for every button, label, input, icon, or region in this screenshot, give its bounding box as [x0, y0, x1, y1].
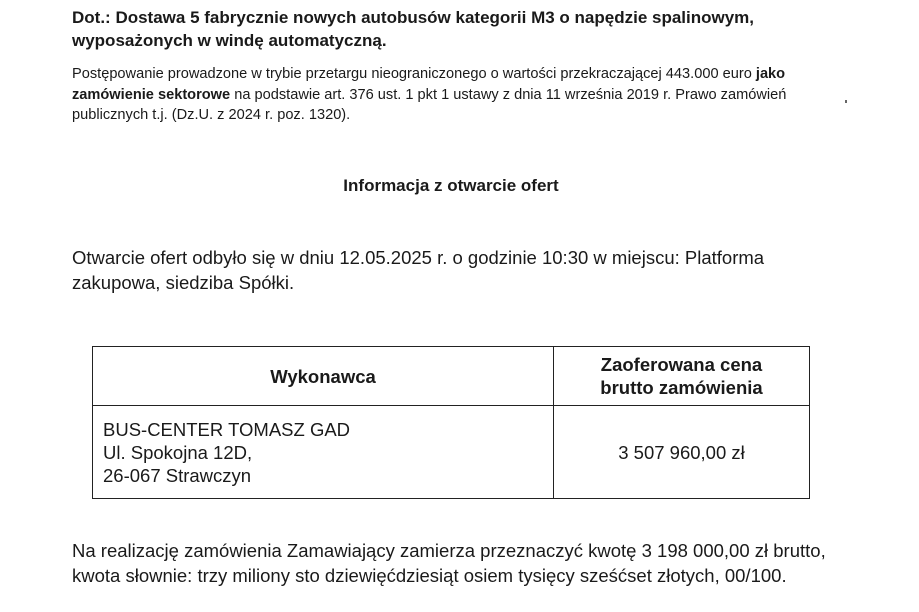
header-price	[554, 347, 810, 406]
subject-text: Dostawa 5 fabrycznie nowych autobusów kategorii M3 o napędzie spalinowym, wyposażonych w windę automatyczną.	[72, 8, 755, 50]
procedure-text-part2: na podstawie art. 376 ust. 1 pkt 1 ustawy z dnia 11 września 2019 r. Prawo zamówień publicznych t.j. (Dz.U. z 2024 r. poz. 1320).	[72, 86, 787, 123]
cell-price: 3 507 960,00 zł	[554, 406, 810, 499]
scan-speck	[845, 100, 847, 103]
header-contractor: Wykonawca	[93, 347, 554, 406]
header-price-line1: Zaoferowana cena	[600, 354, 763, 375]
procedure-text-bold: jako zamówienie sektorowe	[72, 66, 786, 103]
subject-line	[72, 6, 832, 52]
procedure-description	[72, 64, 832, 126]
offers-table	[92, 346, 810, 499]
contractor-address-line2: 26-067 Strawczyn	[103, 464, 252, 486]
contractor-name: BUS-CENTER TOMASZ GAD	[103, 418, 351, 440]
header-price-line2: brutto zamówienia	[600, 377, 763, 398]
budget-info: Na realizację zamówienia Zamawiający zamierza przeznaczyć kwotę 3 198 000,00 zł brutto, kwota słownie: trzy miliony sto dziewięćdziesiąt osiem tysięcy sześćset złotych, 00/100.	[72, 540, 826, 586]
table-row	[93, 406, 810, 499]
table-header-row	[93, 347, 810, 406]
opening-info: Otwarcie ofert odbyło się w dniu 12.05.2025 r. o godzinie 10:30 w miejscu: Platforma zakupowa, siedziba Spółki.	[72, 247, 765, 293]
section-heading: Informacja z otwarcie ofert	[343, 176, 559, 195]
procedure-text-part1: Postępowanie prowadzone w trybie przetargu nieograniczonego o wartości przekraczającej 443.000 euro	[72, 66, 756, 82]
contractor-address-line1: Ul. Spokojna 12D,	[103, 441, 253, 463]
cell-contractor	[93, 406, 554, 499]
subject-prefix: Dot.:	[72, 8, 116, 27]
